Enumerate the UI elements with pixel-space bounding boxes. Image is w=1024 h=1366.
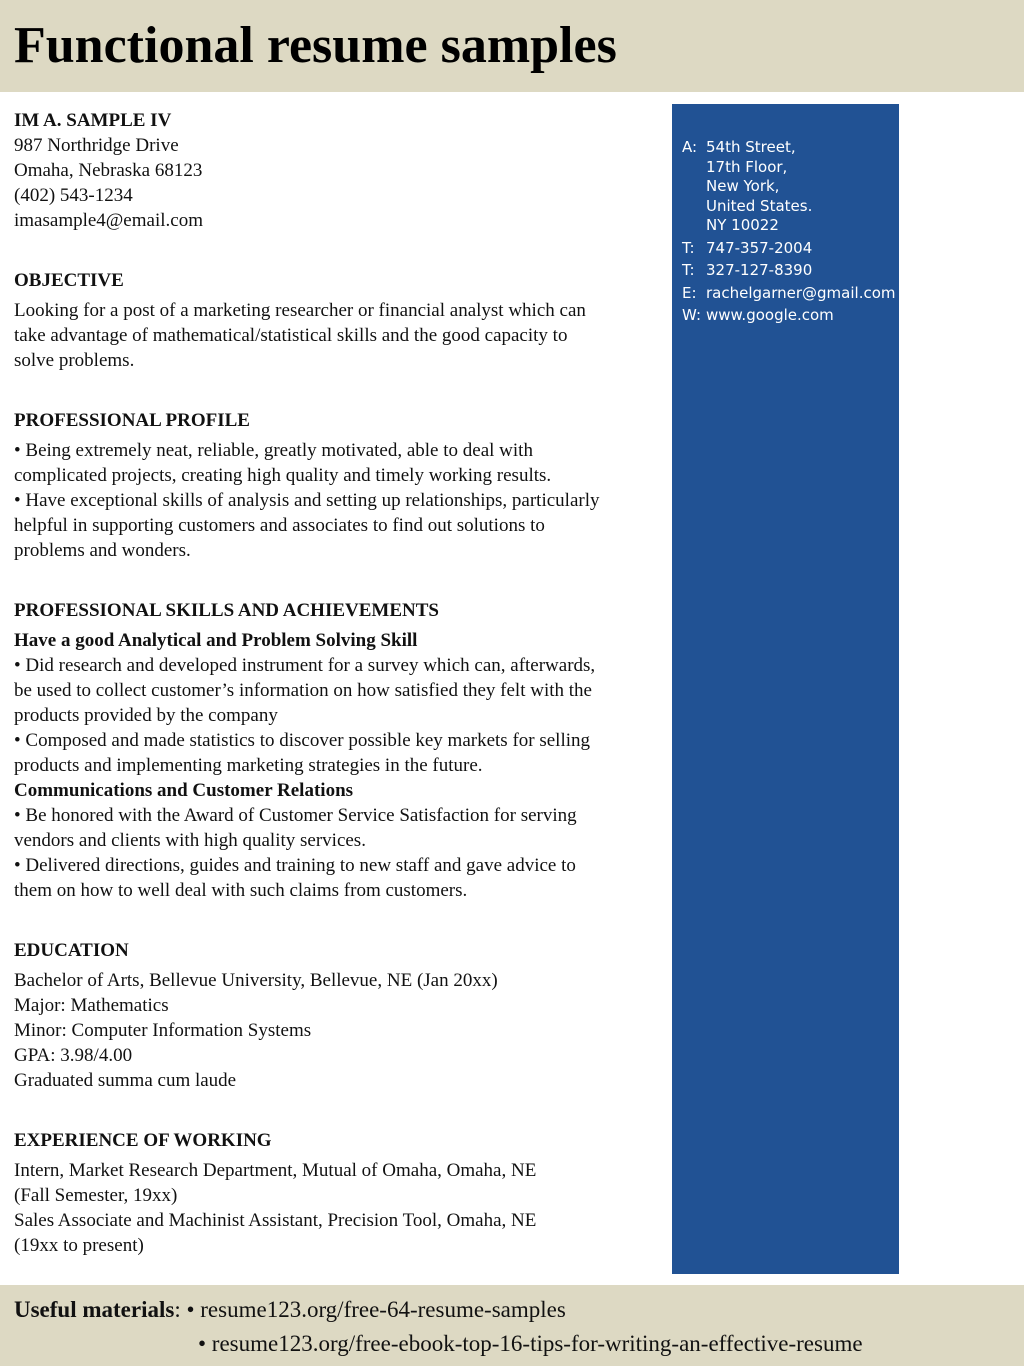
sidebar-contact-info (682, 138, 896, 326)
address-line: Omaha, Nebraska 68123 (14, 160, 203, 181)
sidebar-label: A: (682, 138, 698, 156)
sidebar-address-row (682, 158, 896, 178)
sidebar-address-row (682, 197, 896, 217)
section-heading: EXPERIENCE OF WORKING (14, 1130, 272, 1151)
sidebar-address-row (682, 138, 896, 158)
text-line: • Composed and made statistics to discover possible key markets for selling (14, 730, 591, 751)
text-line: • Being extremely neat, reliable, greatly motivated, able to deal with (14, 440, 533, 461)
sidebar-address-line: NY 10022 (706, 216, 779, 234)
experience-section (14, 1128, 664, 1258)
sidebar-phone: 327-127-8390 (706, 261, 813, 279)
sidebar-email: rachelgarner@gmail.com (706, 283, 896, 302)
subsection-heading: Have a good Analytical and Problem Solving Skill (14, 630, 418, 651)
sidebar-phone-row (682, 239, 896, 259)
sidebar-address-line: 54th Street, (706, 138, 796, 156)
section-heading: PROFESSIONAL PROFILE (14, 410, 250, 431)
sidebar-phone: 747-357-2004 (706, 238, 813, 257)
text-line: • Be honored with the Award of Customer Service Satisfaction for serving (14, 805, 577, 826)
resource-link[interactable]: • resume123.org/free-64-resume-samples (180, 1297, 566, 1322)
page-title: Functional resume samples (14, 17, 617, 74)
section-heading: PROFESSIONAL SKILLS AND ACHIEVEMENTS (14, 600, 439, 621)
text-line: • Delivered directions, guides and training to new staff and gave advice to (14, 855, 576, 876)
text-line: Graduated summa cum laude (14, 1070, 237, 1091)
text-line: helpful in supporting customers and associates to find out solutions to (14, 515, 545, 536)
phone-text: (402) 543-1234 (14, 185, 133, 206)
text-line: GPA: 3.98/4.00 (14, 1045, 133, 1066)
text-line: complicated projects, creating high quality and timely working results. (14, 465, 552, 486)
sidebar-address-row (682, 216, 896, 236)
applicant-name: IM A. SAMPLE IV (14, 110, 172, 131)
text-line: • Have exceptional skills of analysis and setting up relationships, particularly (14, 490, 600, 511)
sidebar-email-row (682, 284, 896, 304)
text-line: problems and wonders. (14, 540, 191, 561)
sidebar-address-line: United States. (706, 196, 813, 215)
resume-body (14, 108, 664, 1293)
sidebar-label: T: (682, 238, 695, 257)
section-heading: OBJECTIVE (14, 270, 124, 291)
text-line: (Fall Semester, 19xx) (14, 1185, 178, 1206)
text-line: Intern, Market Research Department, Mutual of Omaha, Omaha, NE (14, 1160, 537, 1181)
sidebar-address-row (682, 177, 896, 197)
text-line: vendors and clients with high quality services. (14, 830, 366, 851)
sidebar-web-row (682, 306, 896, 326)
text-line: Looking for a post of a marketing researcher or financial analyst which can (14, 300, 586, 321)
education-section (14, 938, 664, 1093)
footer-colon: : (174, 1297, 181, 1322)
text-line: solve problems. (14, 350, 135, 371)
text-line: take advantage of mathematical/statistical skills and the good capacity to (14, 325, 568, 346)
subsection-heading: Communications and Customer Relations (14, 780, 354, 801)
footer-label: Useful materials (14, 1297, 175, 1322)
contact-sidebar (672, 104, 899, 1274)
contact-block (14, 108, 664, 233)
page-footer (0, 1285, 1024, 1366)
sidebar-label: T: (682, 261, 695, 279)
sidebar-phone-row (682, 261, 896, 281)
sidebar-label: E: (682, 283, 697, 302)
sidebar-address-line: 17th Floor, (706, 157, 788, 176)
email-text: imasample4@email.com (14, 210, 203, 231)
page-header (0, 0, 1024, 92)
address-line: 987 Northridge Drive (14, 135, 179, 156)
objective-section (14, 268, 664, 373)
text-line: • Did research and developed instrument for a survey which can, afterwards, (14, 655, 596, 676)
text-line: them on how to well deal with such claims from customers. (14, 880, 468, 901)
footer-line (198, 1329, 863, 1359)
text-line: Sales Associate and Machinist Assistant, Precision Tool, Omaha, NE (14, 1210, 537, 1231)
skills-section (14, 598, 664, 903)
sidebar-website: www.google.com (706, 306, 834, 324)
text-line: products provided by the company (14, 705, 278, 726)
text-line: Minor: Computer Information Systems (14, 1020, 312, 1041)
sidebar-address-line: New York, (706, 177, 780, 195)
footer-line (14, 1295, 566, 1325)
text-line: be used to collect customer’s information on how satisfied they felt with the (14, 680, 592, 701)
text-line: Bachelor of Arts, Bellevue University, Bellevue, NE (Jan 20xx) (14, 970, 498, 991)
sidebar-label: W: (682, 306, 702, 324)
text-line: Major: Mathematics (14, 995, 169, 1016)
section-heading: EDUCATION (14, 940, 129, 961)
text-line: products and implementing marketing strategies in the future. (14, 755, 483, 776)
resource-link[interactable]: • resume123.org/free-ebook-top-16-tips-for-writing-an-effective-resume (198, 1331, 863, 1356)
text-line: (19xx to present) (14, 1235, 144, 1256)
profile-section (14, 408, 664, 563)
